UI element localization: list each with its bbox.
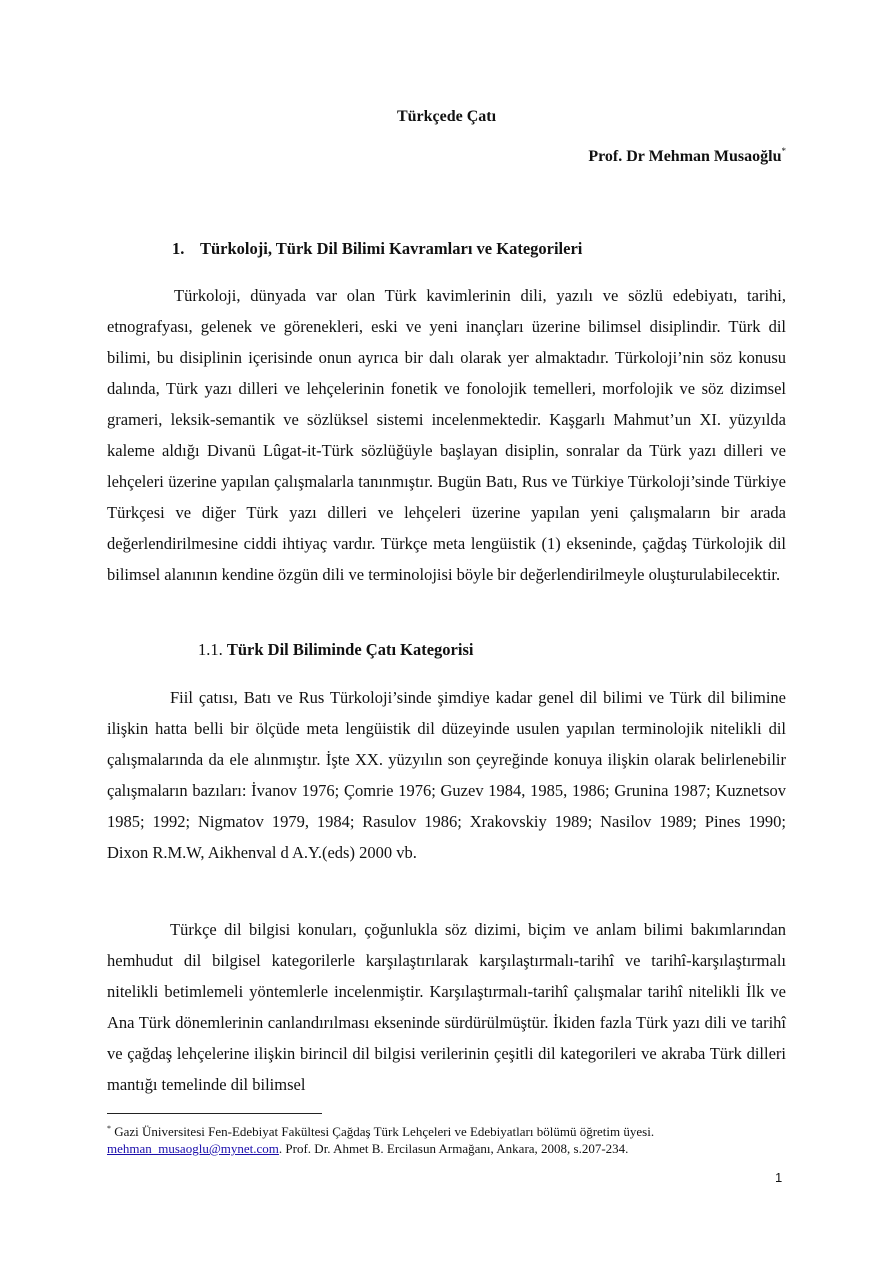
author-name: Prof. Dr Mehman Musaoğlu bbox=[588, 148, 782, 165]
footnote-affiliation: Gazi Üniversitesi Fen-Edebiyat Fakültesi Çağdaş Türk Lehçeleri ve Edebiyatları bölümü öğretim üyesi. bbox=[114, 1124, 655, 1139]
email-link[interactable]: mehman_musaoglu@mynet.com bbox=[107, 1141, 279, 1156]
subsection-heading bbox=[198, 640, 473, 660]
section-heading-1 bbox=[172, 239, 582, 259]
footnote bbox=[107, 1120, 797, 1157]
paragraph-voice-studies: Fiil çatısı, Batı ve Rus Türkoloji’sinde şimdiye kadar genel dil bilimi ve Türk dil bilimine ilişkin hatta belli bir ölçüde meta lengüistik dil düzeyinde usulen yapılan terminolojik nitelikli dil çalışmalarında da ele alınmıştır. İşte XX. yüzyılın son çeyreğinde konuya ilişkin olarak belirlenebilir çalışmaların bazıları: İvanov 1976; Çomrie 1976; Guzev 1984, 1985, 1986; Grunina 1987; Kuznetsov 1985; 1992; Nigmatov 1979, 1984; Rasulov 1986; Xrakovskiy 1989; Nasilov 1989; Pines 1990; Dixon R.M.W, Aikhenval d A.Y.(eds) 2000 vb. bbox=[107, 688, 786, 862]
author-footnote-mark: * bbox=[781, 146, 786, 156]
author-line bbox=[588, 146, 786, 166]
footnote-separator bbox=[107, 1113, 322, 1114]
subsection-title: Türk Dil Biliminde Çatı Kategorisi bbox=[226, 640, 474, 659]
footnote-citation: . Prof. Dr. Ahmet B. Ercilasun Armağanı, Ankara, 2008, s.207-234. bbox=[278, 1141, 629, 1156]
paragraph-intro: Türkoloji, dünyada var olan Türk kavimlerinin dili, yazılı ve sözlü edebiyatı, tarihi, etnografyası, gelenek ve görenekleri, eski ve yeni inançları üzerine bilimsel disiplindir. Türk dil bilimi, bu disiplinin içerisinde onun ayrıca bir dalı olarak yer almaktadır. Türkoloji’nin söz konusu dalında, Türk yazı dilleri ve lehçelerinin fonetik ve fonolojik temelleri, morfolojik ve söz dizimsel grameri, leksik-semantik ve sözlüksel sistemi incelenmektedir. Kaşgarlı Mahmut’un XI. yüzyılda kaleme aldığı Divanü Lûgat-it-Türk sözlüğüyle başlayan disiplin, sonralar da Türk yazı dilleri ve lehçeleri üzerine yapılan çalışmalarla tanınmıştır. Bugün Batı, Rus ve Türkiye Türkoloji’sinde Türkiye Türkçesi ve diğer Türk yazı dilleri ve lehçeleri üzerine yapılan yeni çalışmaların bir arada değerlendirilmesine ciddi ihtiyaç vardır. Türkçe meta lengüistik (1) ekseninde, çağdaş Türkolojik dil bilimsel alanının kendine özgün dili ve terminolojisi böyle bir değerlendirilmeyle oluşturulabilecektir. bbox=[107, 286, 786, 584]
section-title: Türkoloji, Türk Dil Bilimi Kavramları ve Kategorileri bbox=[200, 239, 583, 258]
section-number: 1. bbox=[172, 239, 185, 258]
paragraph-grammar-methods: Türkçe dil bilgisi konuları, çoğunlukla söz dizimi, biçim ve anlam bilimi bakımlarından hemhudut dil bilgisel kategorilerle karşılaştırılarak karşılaştırmalı-tarihî ve tarihî-karşılaştırmalı nitelikli betimlemeli yöntemlerle incelenmiştir. Karşılaştırmalı-tarihî çalışmalar tarihî nitelikli İlk ve Ana Türk dönemlerinin canlandırılması ekseninde sürdürülmüştür. İkiden fazla Türk yazı dili ve tarihî ve çağdaş lehçelerine ilişkin birincil dil bilgisi verilerinin çeşitli dil kategorileri ve akraba Türk dilleri mantığı temelinde dil bilimsel bbox=[107, 920, 786, 1094]
footnote-mark: * bbox=[107, 1124, 111, 1133]
footnote-line-1 bbox=[107, 1120, 797, 1140]
page-number: 1 bbox=[775, 1170, 783, 1185]
paper-title: Türkçede Çatı bbox=[396, 108, 497, 125]
footnote-line-2 bbox=[107, 1140, 797, 1157]
subsection-number: 1.1. bbox=[198, 640, 223, 659]
